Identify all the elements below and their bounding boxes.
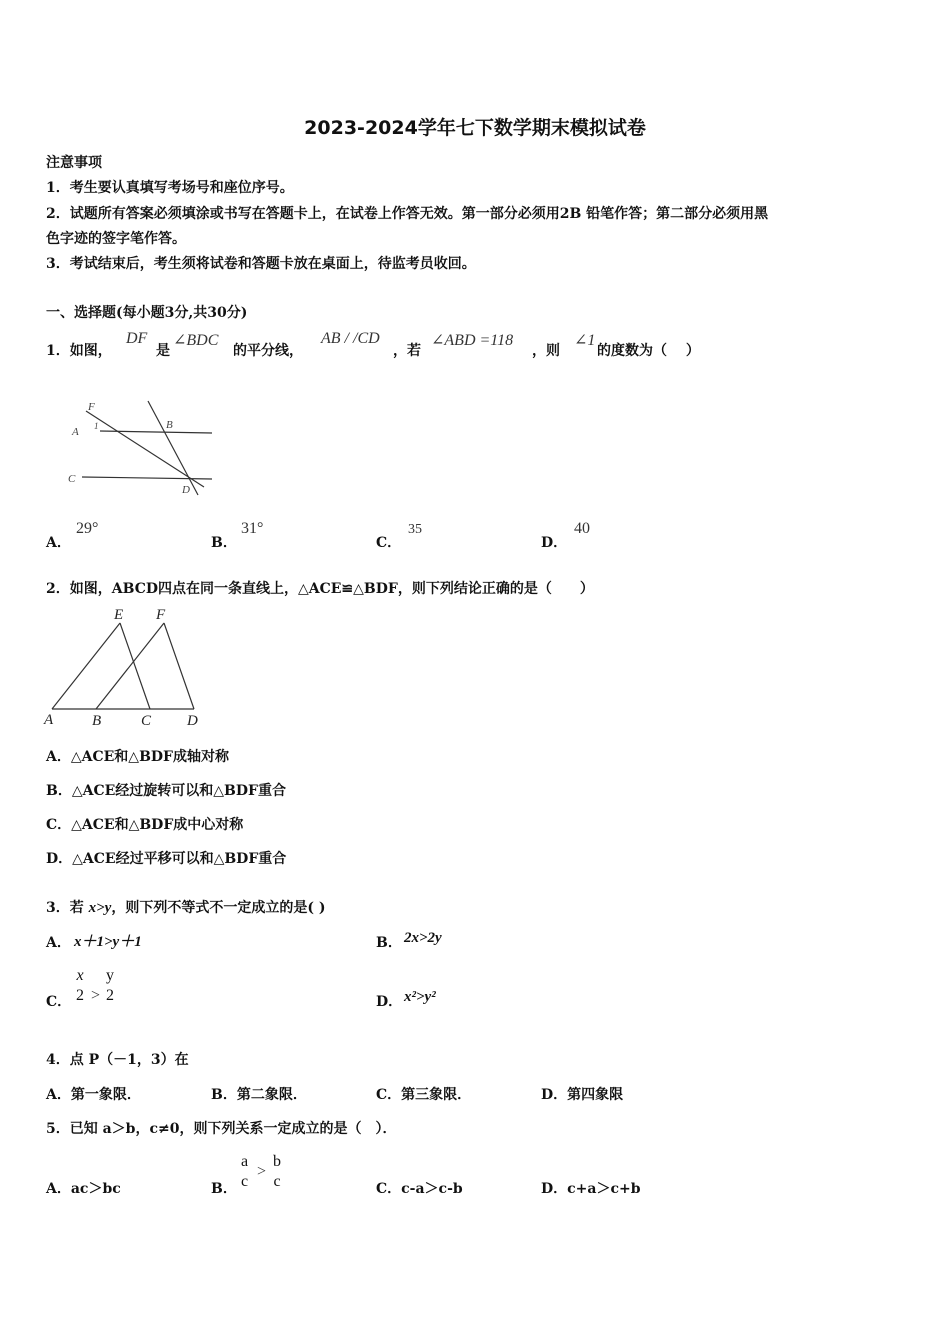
q1-opt-a-value: 29° bbox=[76, 520, 99, 537]
q2-option-b: B．△ACE经过旋转可以和△BDF重合 bbox=[46, 783, 286, 799]
q1-opt-a-letter: A． bbox=[46, 535, 71, 551]
q5-opt-b-den1: c bbox=[241, 1173, 249, 1190]
q5-opt-b-den2: c bbox=[273, 1173, 281, 1190]
q1-fig-label-C: C bbox=[68, 473, 76, 485]
q3-opt-c-frac1 bbox=[74, 966, 86, 1006]
q3-opt-a-letter: A． bbox=[46, 935, 71, 951]
notice-item-2: 2．试题所有答案必须填涂或书写在答题卡上，在试卷上作答无效。第一部分必须用2B 铅笔作答；第二部分必须用黑 bbox=[46, 206, 769, 222]
q1-opt-d-letter: D． bbox=[541, 535, 568, 551]
q2-fig-label-A: A bbox=[44, 712, 54, 728]
notice-item-1: 1．考生要认真填写考场号和座位序号。 bbox=[46, 180, 294, 196]
q2-fig-label-B: B bbox=[92, 713, 102, 729]
q3-prefix: 3．若 bbox=[46, 900, 89, 916]
q1-then: ，则 bbox=[532, 343, 560, 359]
q2-fig-label-C: C bbox=[141, 713, 152, 729]
q5-option-c: C．c-a＞c-b bbox=[376, 1181, 463, 1197]
q1-parallel: AB / /CD bbox=[321, 330, 380, 347]
q3-opt-c-den1: 2 bbox=[76, 987, 84, 1004]
notice-item-3: 3．考试结束后，考生须将试卷和答题卡放在桌面上，待监考员收回。 bbox=[46, 256, 476, 272]
q3-cond: x>y bbox=[88, 900, 112, 916]
q1-is: 是 bbox=[156, 343, 170, 359]
section-heading: 一、选择题(每小题3分,共30分) bbox=[46, 305, 248, 321]
q3-tail: ，则下列不等式不一定成立的是( ) bbox=[111, 900, 326, 916]
q3-opt-c-frac2 bbox=[104, 966, 116, 1006]
q1-opt-c-letter: C． bbox=[376, 535, 402, 551]
q5-opt-b-frac1 bbox=[239, 1152, 250, 1192]
q1-tail: 的度数为（ ） bbox=[597, 343, 700, 359]
q5-opt-b-gt: > bbox=[257, 1163, 267, 1180]
page-title: 2023-2024学年七下数学期末模拟试卷 bbox=[304, 117, 646, 139]
q4-option-c: C．第三象限． bbox=[376, 1087, 472, 1103]
q1-figure bbox=[62, 395, 222, 505]
q2-fig-label-D: D bbox=[187, 713, 198, 729]
q2-option-a: A．△ACE和△BDF成轴对称 bbox=[46, 749, 229, 765]
q1-opt-b-value: 31° bbox=[241, 520, 264, 537]
q1-angle-abd: ∠ABD =118 bbox=[431, 332, 514, 349]
q3-opt-b-letter: B． bbox=[376, 935, 402, 951]
q1-df: DF bbox=[126, 330, 148, 347]
q4-option-a: A．第一象限． bbox=[46, 1087, 141, 1103]
q3-opt-c-letter: C． bbox=[46, 994, 72, 1010]
q1-fig-label-B: B bbox=[166, 419, 173, 431]
q3-stem bbox=[46, 897, 325, 919]
q5-opt-b-num1: a bbox=[241, 1153, 249, 1170]
notice-heading: 注意事项 bbox=[46, 155, 102, 171]
q1-opt-b-letter: B． bbox=[211, 535, 237, 551]
q1-fig-label-F: F bbox=[88, 401, 95, 413]
q5-opt-b-frac2 bbox=[271, 1152, 283, 1192]
q2-fig-label-E: E bbox=[114, 607, 124, 623]
q4-option-d: D．第四象限 bbox=[541, 1087, 624, 1103]
q2-option-c: C．△ACE和△BDF成中心对称 bbox=[46, 817, 244, 833]
q1-angle1: ∠1 bbox=[574, 332, 596, 349]
q4-stem: 4．点 P（－1，3）在 bbox=[46, 1052, 189, 1068]
notice-item-2-cont: 色字迹的签字笔作答。 bbox=[46, 231, 186, 247]
q1-opt-d-value: 40 bbox=[574, 520, 590, 537]
q1-prefix: 1．如图， bbox=[46, 343, 112, 359]
q5-opt-b-letter: B． bbox=[211, 1181, 237, 1197]
q3-opt-b: 2x>2y bbox=[404, 930, 442, 946]
q3-opt-c-num2: y bbox=[106, 967, 114, 984]
q1-if: ，若 bbox=[393, 343, 421, 359]
q1-fig-label-1: 1 bbox=[94, 421, 99, 431]
q5-opt-b-num2: b bbox=[273, 1153, 281, 1170]
q3-opt-c-num1: x bbox=[76, 967, 84, 984]
q3-opt-c-gt: > bbox=[91, 987, 101, 1004]
q4-option-b: B．第二象限． bbox=[211, 1087, 307, 1103]
q1-fig-label-A: A bbox=[72, 426, 79, 438]
q5-option-d: D．c+a＞c+b bbox=[541, 1181, 641, 1197]
q5-stem: 5．已知 a＞b，c≠0，则下列关系一定成立的是（ ）． bbox=[46, 1121, 397, 1137]
q1-opt-c-value: 35 bbox=[408, 522, 422, 537]
q1-fig-label-D: D bbox=[182, 484, 190, 496]
q5-option-a: A．ac＞bc bbox=[46, 1181, 121, 1197]
q2-option-d: D．△ACE经过平移可以和△BDF重合 bbox=[46, 851, 287, 867]
q3-opt-d-letter: D． bbox=[376, 994, 403, 1010]
q3-opt-c-den2: 2 bbox=[106, 987, 114, 1004]
q3-opt-d: x²>y² bbox=[404, 989, 436, 1005]
q3-opt-a: x＋1>y＋1 bbox=[74, 934, 142, 950]
q1-angle-bdc: ∠BDC bbox=[173, 332, 219, 349]
q2-figure bbox=[40, 603, 210, 731]
q2-fig-label-F: F bbox=[156, 607, 166, 623]
q2-stem: 2．如图，ABCD四点在同一条直线上，△ACE≌△BDF，则下列结论正确的是（ ） bbox=[46, 581, 594, 597]
q1-options bbox=[46, 518, 666, 550]
q1-bisector: 的平分线， bbox=[233, 343, 303, 359]
